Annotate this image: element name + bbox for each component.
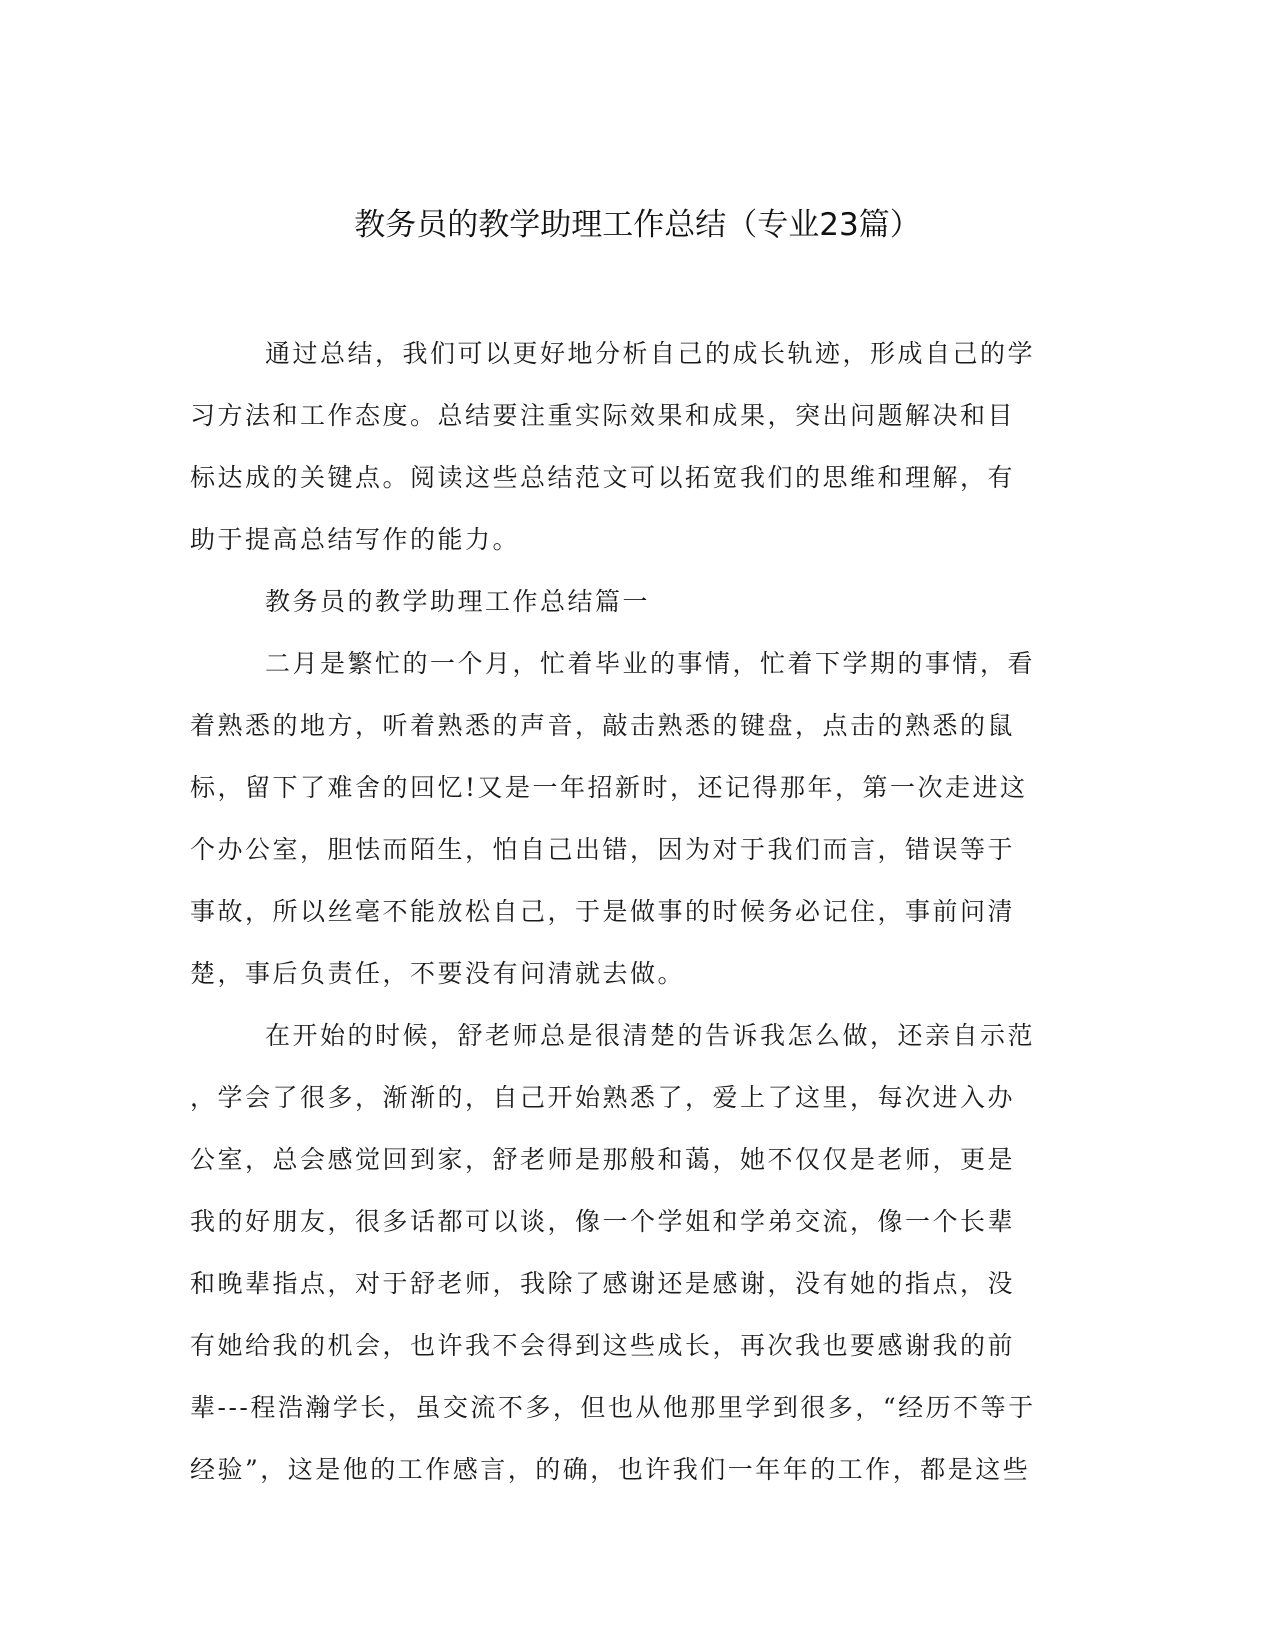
text-line: 习方法和工作态度。总结要注重实际效果和成果，突出问题解决和目 xyxy=(190,401,1016,430)
text-line: 经验”，这是他的工作感言，的确，也许我们一年年的工作，都是这些 xyxy=(190,1455,1031,1484)
paragraph-intro xyxy=(190,323,1086,571)
text-line: 和晚辈指点，对于舒老师，我除了感谢还是感谢，没有她的指点，没 xyxy=(190,1269,1016,1298)
text-line: 辈---程浩瀚学长，虽交流不多，但也从他那里学到很多，“经历不等于 xyxy=(190,1393,1036,1422)
text-line: 着熟悉的地方，听着熟悉的声音，敲击熟悉的键盘，点击的熟悉的鼠 xyxy=(190,711,1016,740)
document-body xyxy=(190,323,1086,1501)
text-line: 公室，总会感觉回到家，舒老师是那般和蔼，她不仅仅是老师，更是 xyxy=(190,1145,1016,1174)
text-line: 通过总结，我们可以更好地分析自己的成长轨迹，形成自己的学 xyxy=(265,339,1036,368)
text-line: 在开始的时候，舒老师总是很清楚的告诉我怎么做，还亲自示范 xyxy=(265,1021,1036,1050)
text-line: 楚，事后负责任，不要没有问清就去做。 xyxy=(190,959,686,988)
text-line: 标达成的关键点。阅读这些总结范文可以拓宽我们的思维和理解，有 xyxy=(190,463,1016,492)
text-line: 事故，所以丝毫不能放松自己，于是做事的时候务必记住，事前问清 xyxy=(190,897,1016,926)
document-title: 教务员的教学助理工作总结（专业23篇） xyxy=(354,207,921,243)
text-line: 我的好朋友，很多话都可以谈，像一个学姐和学弟交流，像一个长辈 xyxy=(190,1207,1016,1236)
text-line: 助于提高总结写作的能力。 xyxy=(190,525,521,554)
text-line: 有她给我的机会，也许我不会得到这些成长，再次我也要感谢我的前 xyxy=(190,1331,1016,1360)
paragraph-2 xyxy=(190,1005,1086,1501)
section-heading xyxy=(190,571,1086,633)
paragraph-1 xyxy=(190,633,1086,1005)
text-line: 教务员的教学助理工作总结篇一 xyxy=(265,587,651,616)
text-line: ，学会了很多，渐渐的，自己开始熟悉了，爱上了这里，每次进入办 xyxy=(190,1083,1016,1112)
text-line: 个办公室，胆怯而陌生，怕自己出错，因为对于我们而言，错误等于 xyxy=(190,835,1016,864)
text-line: 二月是繁忙的一个月，忙着毕业的事情，忙着下学期的事情，看 xyxy=(265,649,1036,678)
text-line: 标，留下了难舍的回忆!又是一年招新时，还记得那年，第一次走进这 xyxy=(190,773,1028,802)
